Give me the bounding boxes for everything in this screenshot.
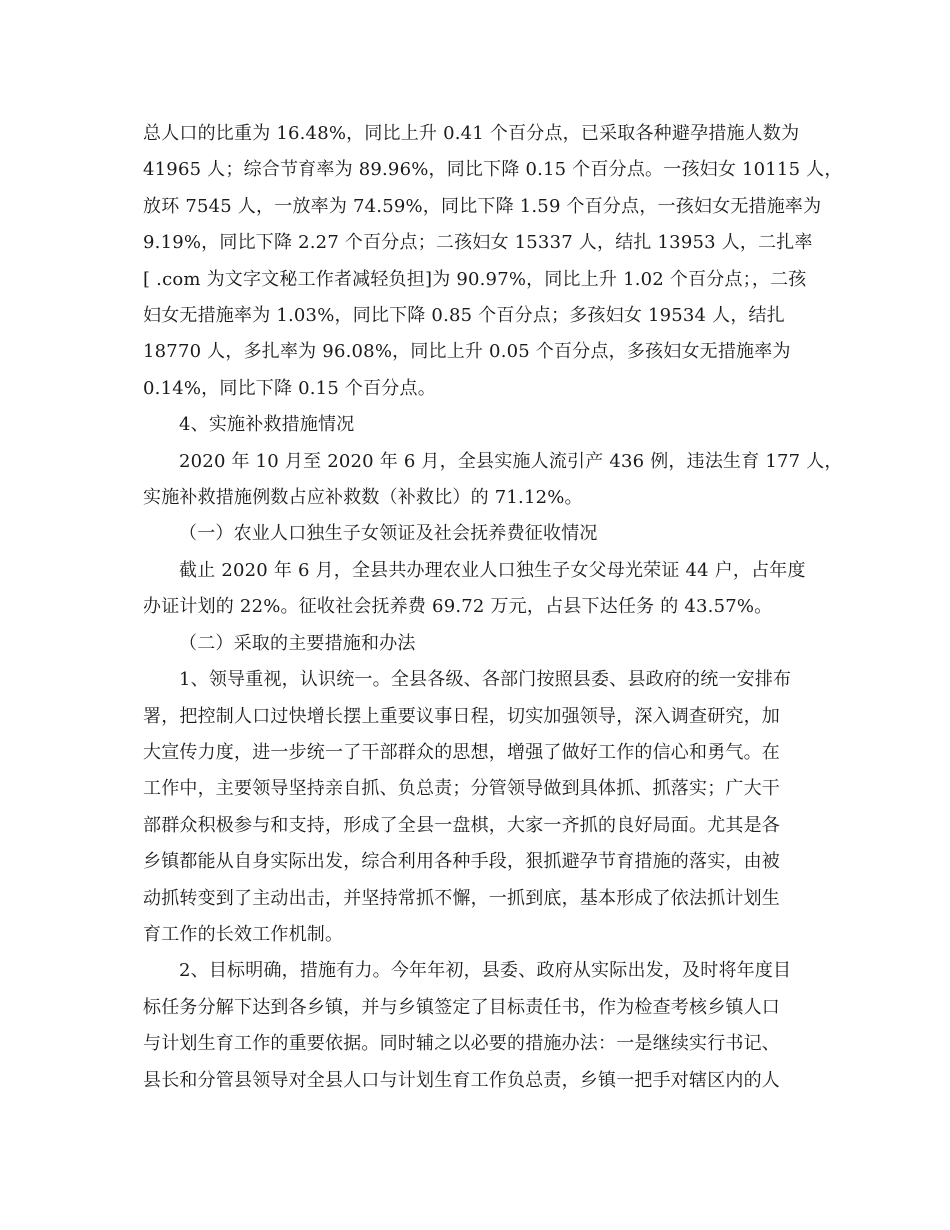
text-line: 41965 人；综合节育率为 89.96%，同比下降 0.15 个百分点。一孩妇女 10115 人， [143, 159, 843, 181]
paragraph-leadership [143, 662, 811, 953]
text-line: 与计划生育工作的重要依据。同时辅之以必要的措施办法：一是继续实行书记、 [143, 1033, 780, 1055]
section-heading-one-child-certificate [143, 516, 811, 552]
paragraph-remedial-measures [143, 444, 843, 517]
text-line: 实施补救措施例数占应补救数（补救比）的 71.12%。 [143, 487, 583, 509]
text-line: 2020 年 10 月至 2020 年 6 月，全县实施人流引产 436 例，违法生育 177 人， [179, 450, 843, 472]
heading-line: （一）农业人口独生子女领证及社会抚养费征收情况 [179, 523, 598, 545]
text-line: 大宣传力度，进一步统一了干部群众的思想，增强了做好工作的信心和勇气。在 [143, 741, 780, 763]
text-line: 9.19%，同比下降 2.27 个百分点；二孩妇女 15337 人，结扎 13953 人，二扎率 [143, 232, 813, 254]
heading-line: （二）采取的主要措施和办法 [179, 632, 416, 654]
text-line: 18770 人，多扎率为 96.08%，同比上升 0.05 个百分点，多孩妇女无措施率为 [143, 341, 791, 363]
text-line: 乡镇都能从自身实际出发，综合利用各种手段，狠抓避孕节育措施的落实，由被 [143, 851, 780, 873]
text-line: 2、目标明确，措施有力。今年年初，县委、政府从实际出发，及时将年度目 [179, 960, 792, 982]
text-line: 动抓转变到了主动出击，并坚持常抓不懈，一抓到底，基本形成了依法抓计划生 [143, 887, 780, 909]
text-line: 标任务分解下达到各乡镇，并与乡镇签定了目标责任书，作为检查考核乡镇人口 [143, 996, 780, 1018]
text-line: 总人口的比重为 16.48%，同比上升 0.41 个百分点，已采取各种避孕措施人数为 [143, 123, 800, 144]
text-line: 截止 2020 年 6 月，全县共办理农业人口独生子女父母光荣证 44 户，占年度 [179, 559, 806, 581]
text-line: 妇女无措施率为 1.03%，同比下降 0.85 个百分点；多孩妇女 19534 人，结扎 [143, 305, 785, 327]
paragraph-statistics-continued [143, 116, 843, 407]
paragraph-targets [143, 953, 811, 1099]
heading-line: 4、实施补救措施情况 [179, 414, 355, 436]
text-line: 办证计划的 22%。征收社会抚养费 69.72 万元，占县下达任务 的 43.57%。 [143, 596, 773, 618]
text-line: 县长和分管县领导对全县人口与计划生育工作负总责，乡镇一把手对辖区内的人 [143, 1069, 780, 1091]
text-line: 部群众积极参与和支持，形成了全县一盘棋，大家一齐抓的良好局面。尤其是各 [143, 814, 780, 836]
text-line: [ .com 为文字文秘工作者减轻负担]为 90.97%，同比上升 1.02 个百分点；，二孩 [143, 268, 807, 290]
text-line: 工作中，主要领导坚持亲自抓、负总责；分管领导做到具体抓、抓落实；广大干 [143, 778, 780, 800]
text-line: 育工作的长效工作机制。 [143, 923, 344, 945]
text-line: 0.14%，同比下降 0.15 个百分点。 [143, 377, 436, 399]
text-line: 放环 7545 人，一放率为 74.59%，同比下降 1.59 个百分点，一孩妇女无措施率为 [143, 195, 822, 217]
text-line: 署，把控制人口过快增长摆上重要议事日程，切实加强领导，深入调查研究，加 [143, 705, 780, 727]
paragraph-one-child-certificate [143, 553, 811, 626]
section-heading-main-measures [143, 626, 811, 662]
text-line: 1、领导重视，认识统一。全县各级、各部门按照县委、县政府的统一安排布 [179, 669, 792, 691]
document-body [143, 116, 843, 1099]
section-heading-remedial-measures [143, 407, 811, 443]
